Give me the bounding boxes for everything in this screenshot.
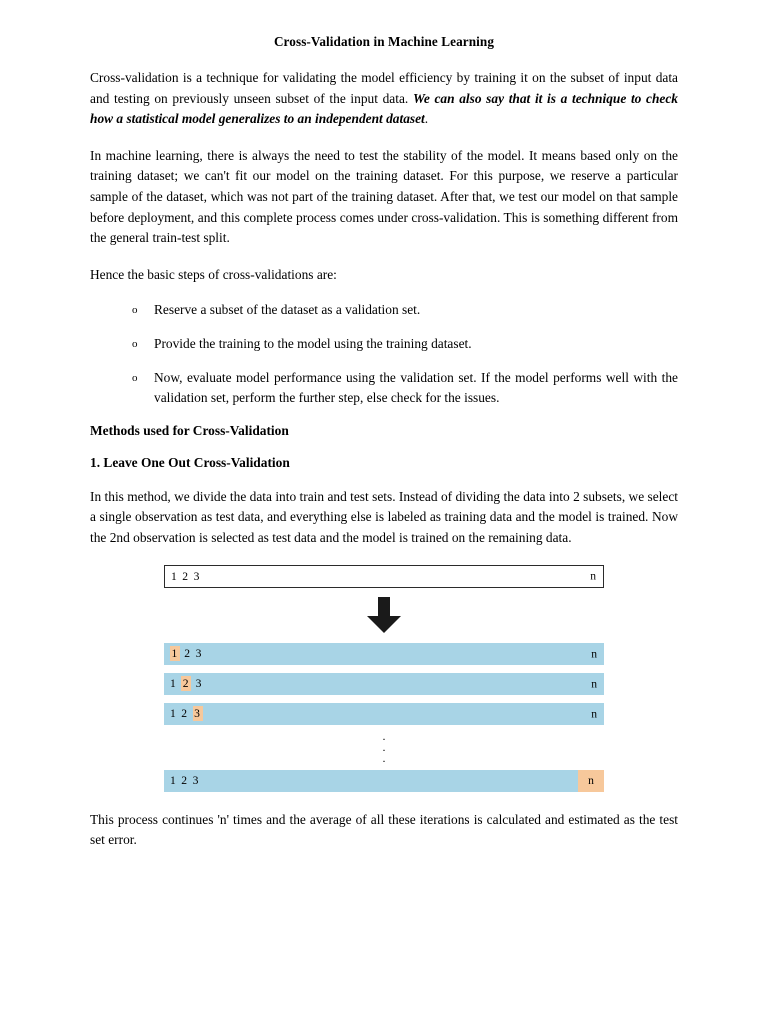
iteration-bar-right-label: n [591,677,597,690]
dataset-bar-right-label: n [590,569,596,583]
iteration-pre: 1 2 [170,707,193,720]
test-observation-highlight-last: n [578,770,604,792]
list-item-label: Reserve a subset of the dataset as a validation set. [154,302,421,318]
figure-iteration-row-3 [164,703,604,725]
iteration-post: 3 [191,677,203,690]
section-heading-methods: Methods used for Cross-Validation [90,422,289,438]
iteration-bar [164,643,604,665]
iteration-post: 2 3 [180,647,203,660]
dataset-bar-left-label: 1 2 3 [171,569,201,583]
list-item [132,334,678,355]
loocv-figure [90,565,678,792]
test-observation-highlight: 2 [182,677,190,690]
page-title: Cross-Validation in Machine Learning [273,34,495,49]
paragraph-stability: In machine learning, there is always the need to test the stability of the model. It means based only on the training dataset; we can't fit our model on the training dataset. For this purpose, we reserve a particular sample of the dataset, which was not part of the training dataset. After that, we test our model on that sample before deployment, and this complete process comes under cross-validation. This is something different from the general train-test split. [90,147,678,246]
paragraph-intro-part1: Cross-validation is a technique for validating the model efficiency by training it on the subset of input data and testing on previously unseen subset of the input data. [90,70,678,106]
ellipsis-dot: . [382,728,386,743]
steps-list [90,300,678,408]
list-item-label: Provide the training to the model using the training dataset. [154,335,472,351]
subsection-heading-loocv: 1. Leave One Out Cross-Validation [90,454,290,470]
list-item [132,300,678,321]
list-item-label: Now, evaluate model performance using the validation set. If the model performs well with the validation set, perform the further step, else check for the issues. [154,369,678,406]
figure-ellipsis [164,728,604,765]
figure-iteration-row-1 [164,643,604,665]
ellipsis-dot: . [382,750,386,765]
iteration-bar [164,673,604,695]
paragraph-loocv-description: In this method, we divide the data into train and test sets. Instead of dividing the data into 2 subsets, we select a single observation as test data, and everything else is labeled as training data and the model is trained. Now the 2nd observation is selected as test data and the model is trained on the remaining data. [90,488,678,545]
paragraph-conclusion: This process continues 'n' times and the average of all these iterations is calculated and estimated as the test set error. [90,811,678,848]
iteration-bar-left-label [164,707,203,720]
iteration-bar-left-label [164,774,200,787]
paragraph-intro [90,68,678,130]
iteration-bar-right-label: n [591,647,597,660]
figure-iteration-row-last [164,770,604,792]
iteration-bar [164,770,604,792]
figure-arrow-wrap [164,597,604,633]
bullet-circle-icon: o [132,337,138,350]
iteration-pre: 1 2 3 [170,774,200,787]
test-observation-highlight: 1 [171,647,179,660]
list-item [132,368,678,409]
iteration-bar-left-label [164,647,203,660]
iteration-pre: 1 [170,677,182,690]
paragraph-steps-lead: Hence the basic steps of cross-validations are: [90,266,337,282]
down-arrow-stem [378,597,390,618]
down-arrow-head [367,616,401,633]
ellipsis-dot: . [382,739,386,754]
iteration-bar-left-label [164,677,203,690]
iteration-bar [164,703,604,725]
paragraph-intro-emphasis: We can also say that it is a technique to check how a statistical model generalizes to an independent dataset [90,90,679,127]
test-observation-highlight: 3 [194,707,202,720]
bullet-circle-icon: o [132,371,138,384]
dataset-bar-full [164,565,604,588]
bullet-circle-icon: o [132,304,138,317]
figure-iteration-row-2 [164,673,604,695]
figure-source-row [164,565,604,588]
iteration-bar-right-label: n [591,707,597,720]
down-arrow-icon [367,597,401,633]
paragraph-intro-period: . [424,111,429,127]
